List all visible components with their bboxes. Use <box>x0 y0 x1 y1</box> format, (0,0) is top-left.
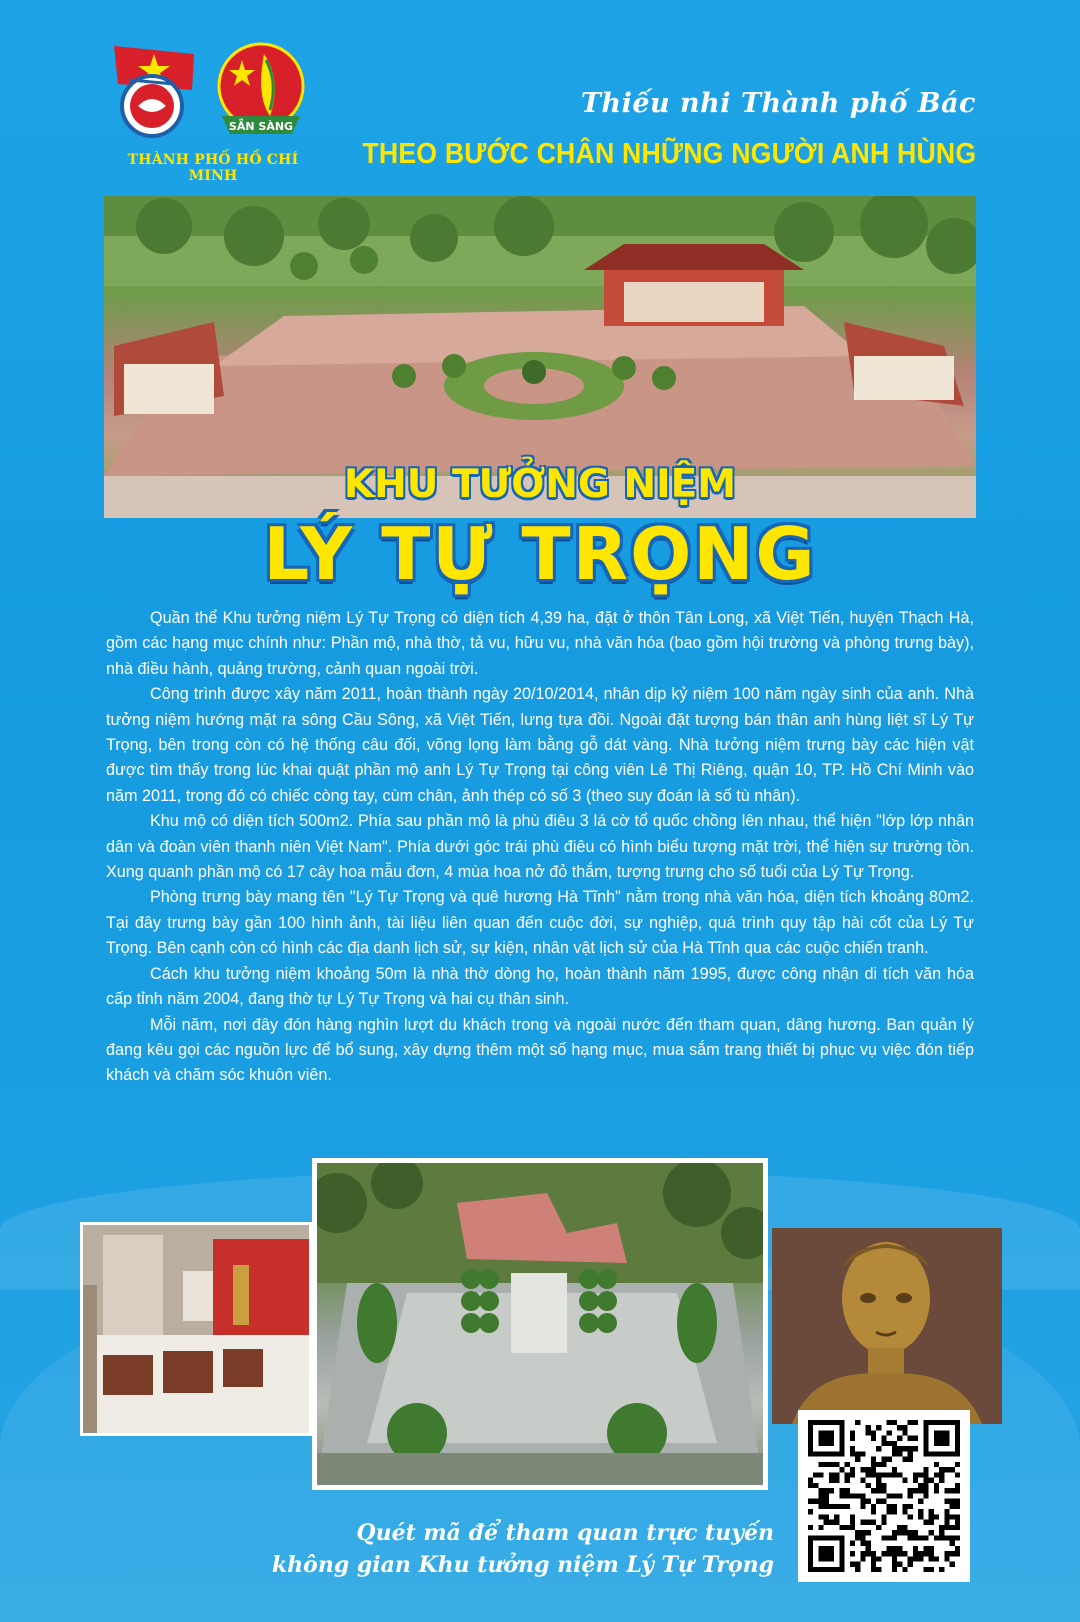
title-line-1: KHU TƯỞNG NIỆM <box>343 462 737 507</box>
youth-union-logo <box>108 40 200 140</box>
qr-code[interactable] <box>798 1410 970 1582</box>
paragraph: Phòng trưng bày mang tên "Lý Tự Trọng và quê hương Hà Tĩnh" nằm trong nhà văn hóa, diện tích khoảng 80m2. Tại đây trưng bày gần 100 hình ảnh, tài liệu liên quan đến cuộc đời, sự nghiệp, quá trình quy tập hài cốt của Lý Tự Trọng. Bên cạnh còn có hình các địa danh lịch sử, sự kiện, nhân vật lịch sử của Hà Tĩnh qua các cuộc chiến tranh. <box>106 888 974 958</box>
ready-ribbon-text: SẴN SÀNG <box>228 120 294 133</box>
tomb-area-photo <box>312 1158 768 1490</box>
paragraph: Cách khu tưởng niệm khoảng 50m là nhà thờ dòng họ, hoàn thành năm 1995, được công nhận di tích văn hóa cấp tỉnh năm 2004, đang thờ tự Lý Tự Trọng và hai cụ thân sinh. <box>106 964 974 1009</box>
bronze-bust-photo <box>772 1228 1002 1424</box>
young-pioneer-logo <box>212 40 310 144</box>
paragraph: Khu mộ có diện tích 500m2. Phía sau phần mộ là phù điêu 3 lá cờ tổ quốc chồng lên nhau, thể hiện "lớp lớp nhân dân và đoàn viên thanh niên Việt Nam". Phía dưới góc trái phù điêu có hình biểu tượng mặt trời, thể hiện sự trường tồn. Xung quanh phần mộ có 17 cây hoa mẫu đơn, 4 mùa hoa nở đỏ thắm, tượng trưng cho số tuổi của Lý Tự Trọng. <box>106 812 974 882</box>
article-body <box>106 606 974 1089</box>
paragraph: Mỗi năm, nơi đây đón hàng nghìn lượt du khách trong và ngoài nước đến tham quan, dâng hương. Ban quản lý đang kêu gọi các nguồn lực để bổ sung, xây dựng thêm một số hạng mục, mua sắm trang thiết bị phục vụ việc đón tiếp khách và chăm sóc khuôn viên. <box>106 1015 974 1085</box>
paragraph: Quần thể Khu tưởng niệm Lý Tự Trọng có diện tích 4,39 ha, đặt ở thôn Tân Long, xã Việt Tiến, huyện Thạch Hà, gồm các hạng mục chính như: Phần mộ, nhà thờ, tả vu, hữu vu, nhà văn hóa (bao gồm hội trường và phòng trưng bày), nhà điều hành, quảng trường, cảnh quan ngoài trời. <box>106 609 974 678</box>
title-line-2: LÝ TỰ TRỌNG <box>263 512 817 596</box>
caption-line-2: không gian Khu tưởng niệm Lý Tự Trọng <box>271 1552 774 1578</box>
header-script-line: Thiếu nhi Thành phố Bác <box>580 88 976 119</box>
caption-line-1: Quét mã để tham quan trực tuyến <box>356 1520 774 1546</box>
city-label: THÀNH PHỐ HỒ CHÍ MINH <box>127 152 299 184</box>
exhibition-room-photo <box>80 1222 312 1436</box>
header-title: THEO BƯỚC CHÂN NHỮNG NGƯỜI ANH HÙNG <box>362 138 976 170</box>
paragraph: Công trình được xây năm 2011, hoàn thành ngày 20/10/2014, nhân dịp kỷ niệm 100 năm ngày sinh của anh. Nhà tưởng niệm hướng mặt ra sông Cầu Sông, xã Việt Tiến, lưng tựa đồi. Ngoài đặt tượng bán thân anh hùng liệt sĩ Lý Tự Trọng, bên trong còn có hệ thống câu đối, võng lọng làm bằng gỗ dát vàng. Nhà tưởng niệm trưng bày các hiện vật được tìm thấy trong lúc khai quật phần mộ anh Lý Tự Trọng tại công viên Lê Thị Riêng, quận 10, TP. Hồ Chí Minh vào năm 2011, trong đó có chiếc còng tay, cùm chân, ảnh thép có số 3 (theo suy đoán là số tù nhân). <box>106 685 974 805</box>
